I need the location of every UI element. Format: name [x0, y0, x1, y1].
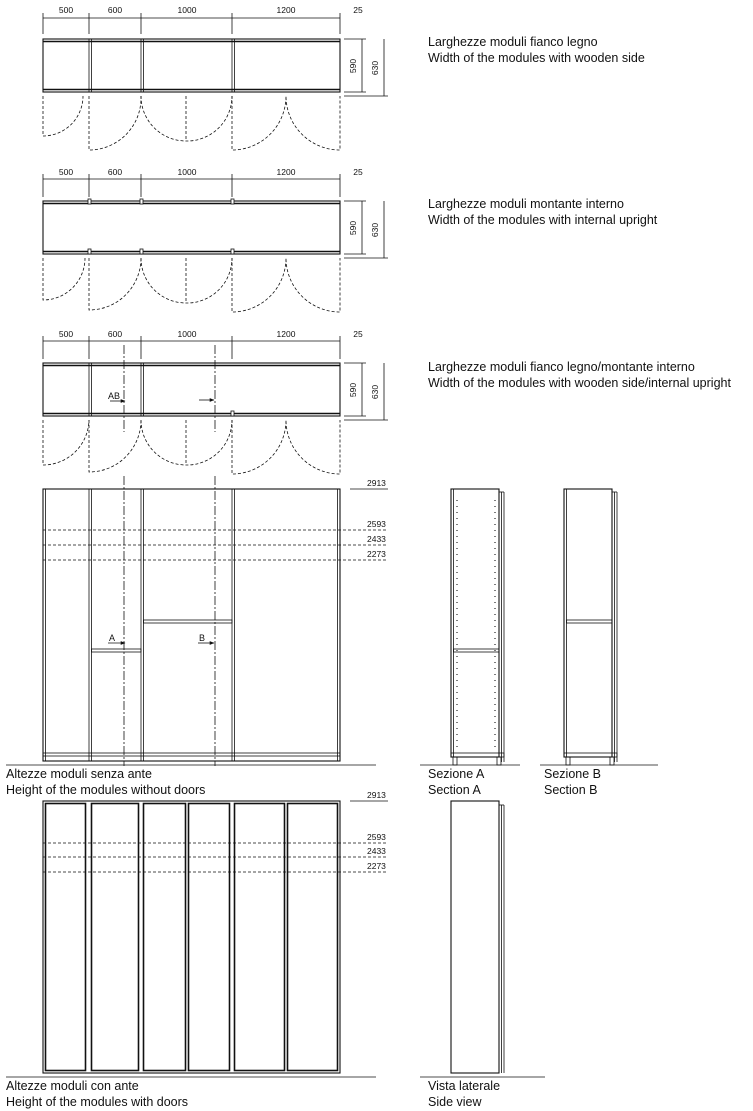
elevation-without-doors-caption-english: Height of the modules without doors	[6, 783, 206, 797]
width-label: 1000	[177, 5, 197, 15]
height-label: 2273	[367, 549, 386, 559]
width-label: 1000	[177, 167, 197, 177]
plan-internal-upright-width-labels	[59, 167, 380, 237]
width-label: 25	[353, 329, 363, 339]
side-view-drawing	[420, 801, 545, 1077]
width-label: 500	[58, 329, 74, 339]
height-label: 2913	[367, 790, 386, 800]
side-view-caption-italian: Vista laterale	[428, 1079, 501, 1093]
depth-label: 630	[370, 384, 380, 400]
plan-wooden-side-width-labels	[59, 5, 380, 75]
section-b-caption-english: Section B	[544, 783, 598, 797]
elevation-without-doors	[6, 476, 388, 766]
elevation-without-doors-labels	[109, 478, 386, 643]
elevation-with-doors-caption-english: Height of the modules with doors	[6, 1095, 189, 1109]
height-label: 2273	[367, 861, 386, 871]
side-view-caption-english: Side view	[428, 1095, 482, 1109]
plan-caption-english: Width of the modules with internal upright	[428, 213, 658, 227]
width-label: 600	[107, 329, 123, 339]
section-b-caption-italian: Sezione B	[544, 767, 601, 781]
elevation-with-doors-caption-italian: Altezze moduli con ante	[6, 1079, 139, 1093]
width-label: 500	[58, 5, 74, 15]
section-a-drawing	[420, 489, 520, 765]
section-marker-a: A	[109, 633, 116, 643]
height-label: 2913	[367, 478, 386, 488]
plan-caption-english: Width of the modules with wooden side/internal upright	[428, 376, 731, 390]
section-a-caption-english: Section A	[428, 783, 481, 797]
depth-label: 630	[370, 60, 380, 76]
elevation-with-doors	[6, 801, 388, 1077]
plan-caption-italian: Larghezze moduli fianco legno/montante interno	[428, 360, 695, 374]
width-label: 1200	[276, 167, 296, 177]
elevation-without-doors-caption-italian: Altezze moduli senza ante	[6, 767, 152, 781]
width-label: 25	[353, 5, 363, 15]
height-label: 2593	[367, 519, 386, 529]
section-marker-b: B	[199, 633, 206, 643]
plan-wooden-side	[43, 13, 388, 150]
plan-internal-upright	[43, 174, 388, 312]
width-label: 25	[353, 167, 363, 177]
plan-mixed	[43, 336, 388, 474]
height-label: 2433	[367, 846, 386, 856]
width-label: 1000	[177, 329, 197, 339]
height-label: 2433	[367, 534, 386, 544]
depth-label: 630	[370, 222, 380, 238]
depth-label: 590	[348, 382, 358, 398]
plan-caption-italian: Larghezze moduli fianco legno	[428, 35, 598, 49]
section-marker-ab: AB	[108, 391, 121, 401]
section-a-caption-italian: Sezione A	[428, 767, 485, 781]
height-label: 2593	[367, 832, 386, 842]
depth-label: 590	[348, 58, 358, 74]
depth-label: 590	[348, 220, 358, 236]
width-label: 600	[107, 5, 123, 15]
section-b-drawing	[540, 489, 658, 765]
width-label: 1200	[276, 329, 296, 339]
elevation-with-doors-labels	[367, 790, 386, 871]
width-label: 500	[58, 167, 74, 177]
plan-caption-italian: Larghezze moduli montante interno	[428, 197, 624, 211]
plan-caption-english: Width of the modules with wooden side	[428, 51, 645, 65]
width-label: 600	[107, 167, 123, 177]
width-label: 1200	[276, 5, 296, 15]
